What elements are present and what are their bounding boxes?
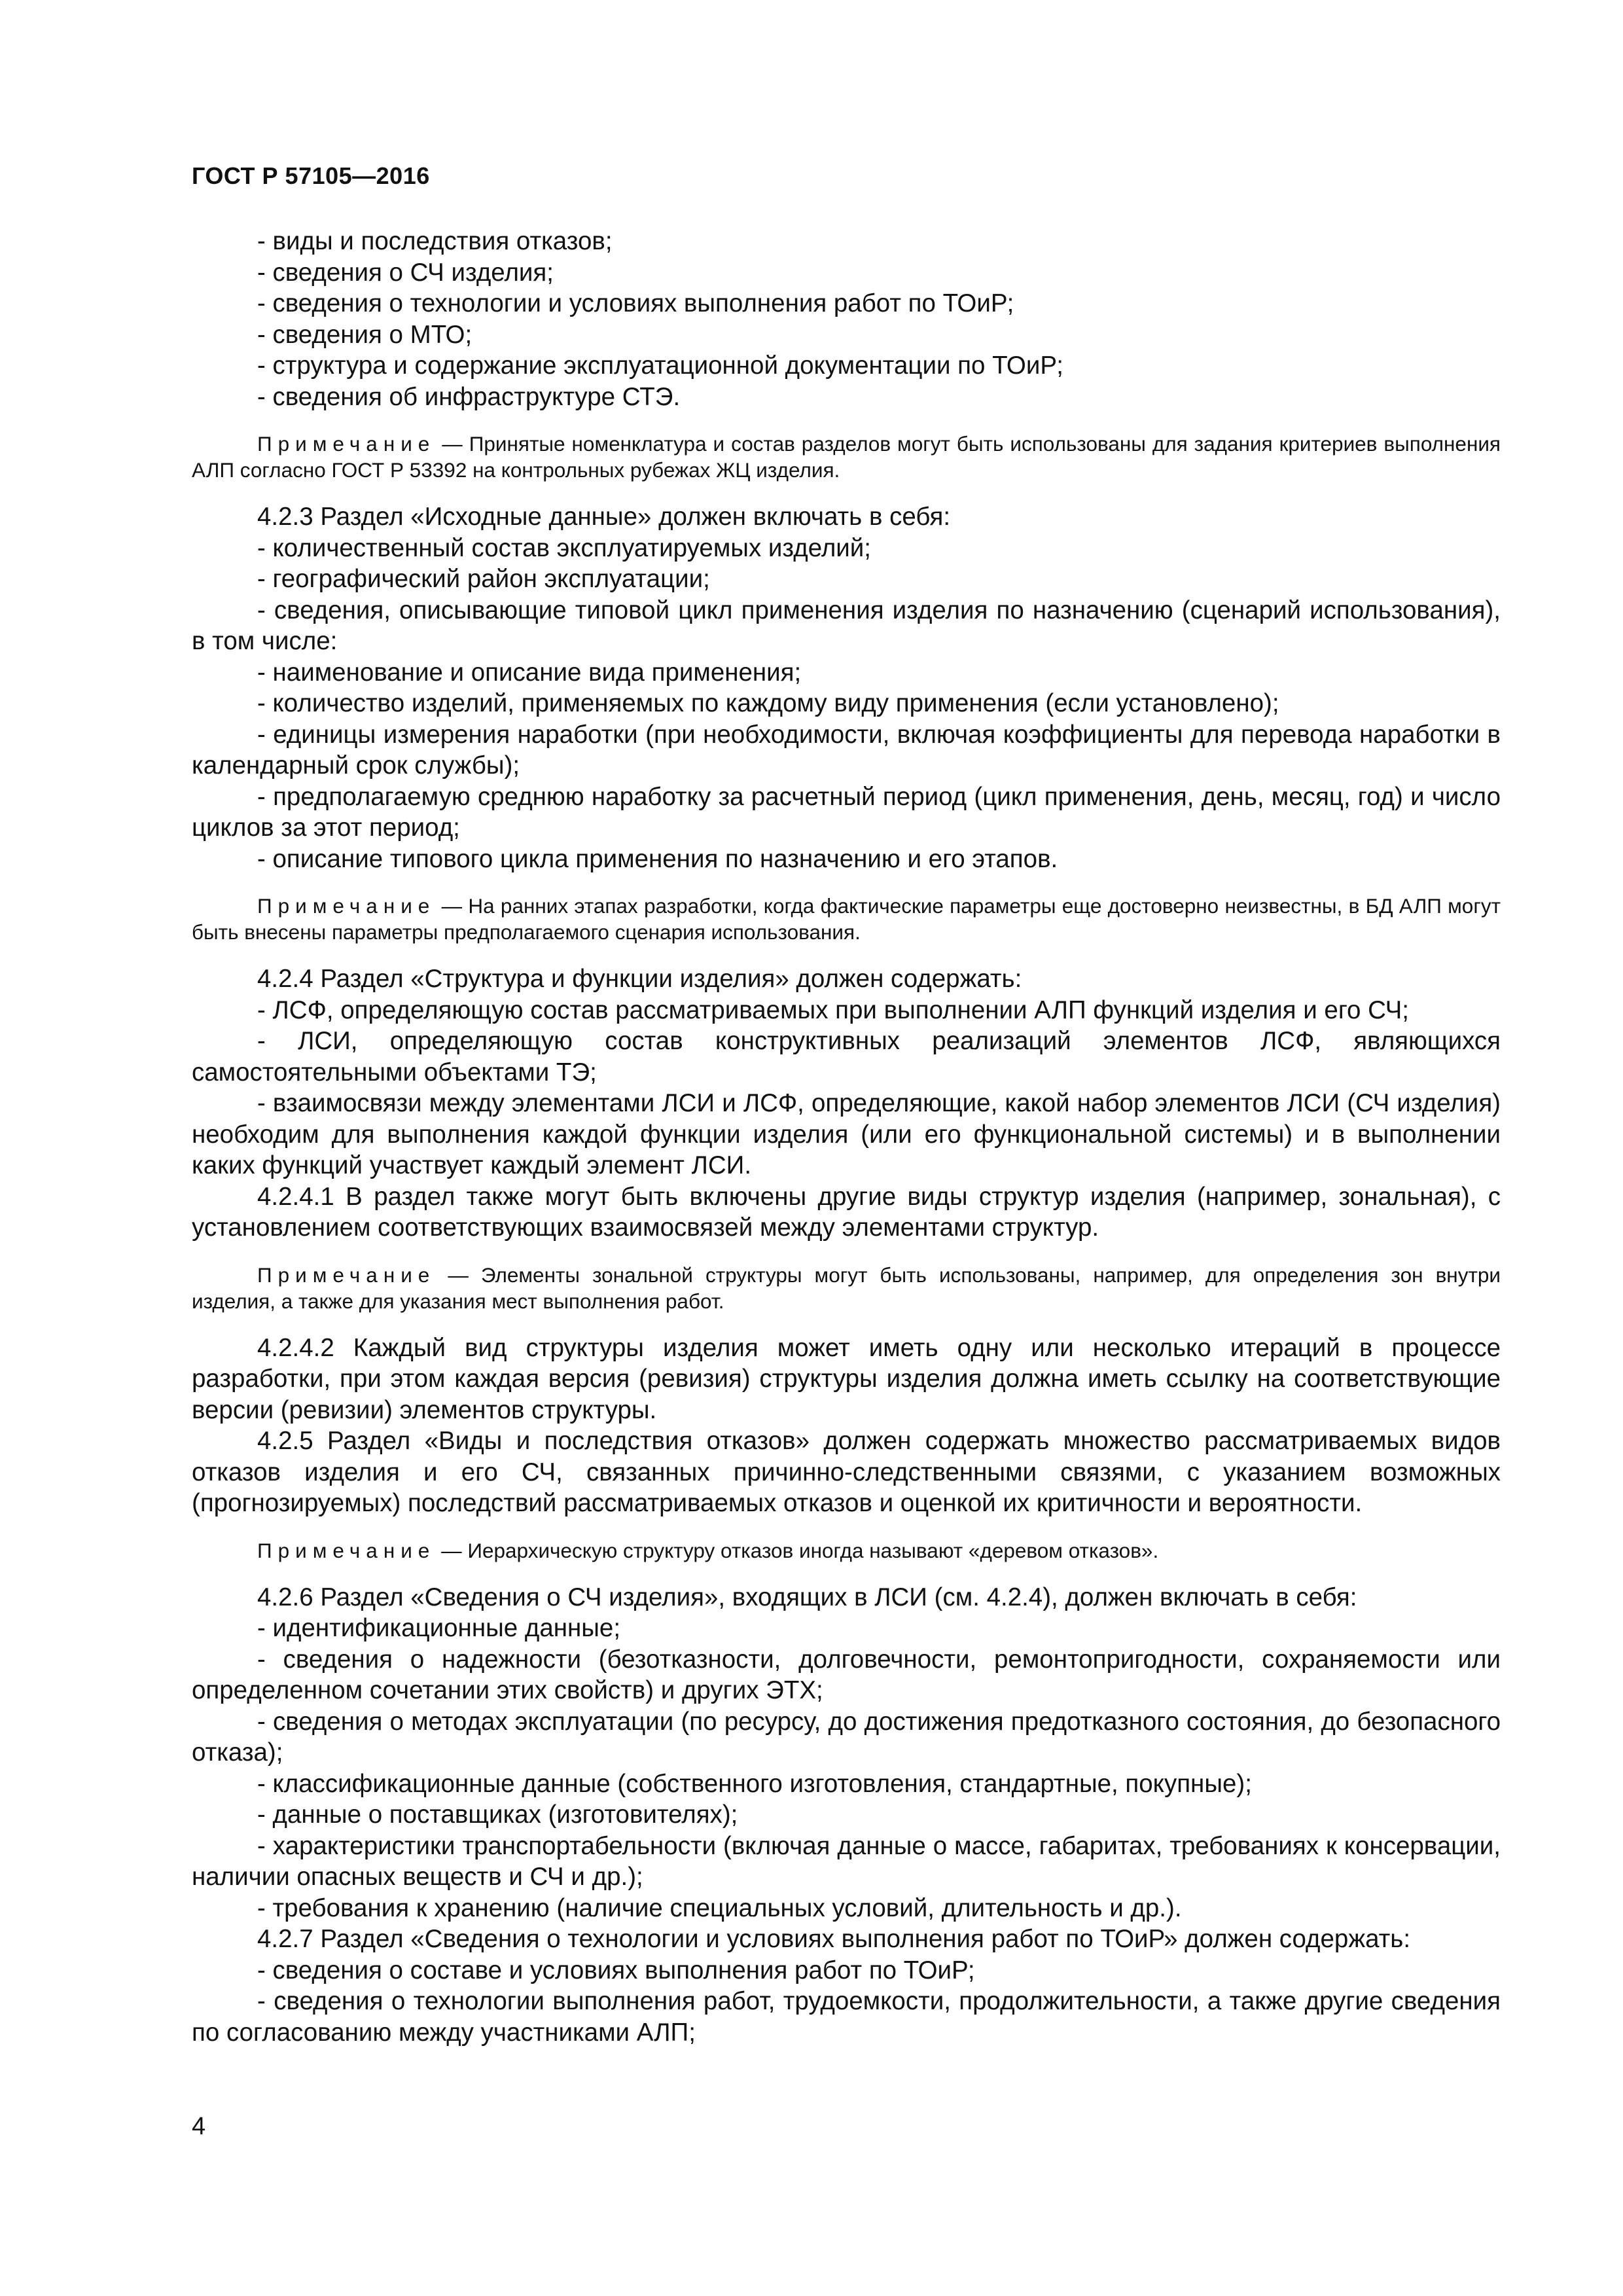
note-paragraph — [192, 1262, 1501, 1314]
document-body — [192, 226, 1501, 2048]
note-text: — На ранних этапах разработки, когда фактические параметры еще достоверно неизвестны, в БД АЛП могут быть внесены параметры предполагаемого сценария использования. — [192, 894, 1501, 944]
body-paragraph: - сведения о технологии выполнения работ, трудоемкости, продолжительности, а также другие сведения по согласованию между участниками АЛП; — [192, 1987, 1501, 2047]
body-paragraph: - сведения о составе и условиях выполнения работ по ТОиР; — [257, 1956, 975, 1984]
body-paragraph: 4.2.7 Раздел «Сведения о технологии и условиях выполнения работ по ТОиР» должен содержать: — [257, 1925, 1411, 1953]
body-paragraph: - количество изделий, применяемых по каждому виду применения (если установлено); — [257, 689, 1279, 717]
body-paragraph: - единицы измерения наработки (при необходимости, включая коэффициенты для перевода наработки в календарный срок службы); — [192, 720, 1501, 780]
body-paragraph: - наименование и описание вида применения; — [257, 658, 802, 687]
note-label: Примечание — [257, 432, 436, 456]
body-paragraph: - требования к хранению (наличие специальных условий, длительность и др.). — [257, 1893, 1182, 1922]
note-label: Примечание — [257, 1263, 436, 1287]
body-paragraph: 4.2.4.1 В раздел также могут быть включены другие виды структур изделия (например, зональная), с установлением соответствующих взаимосвязей между элементами структур. — [192, 1182, 1501, 1242]
body-paragraph: - взаимосвязи между элементами ЛСИ и ЛСФ, определяющие, какой набор элементов ЛСИ (СЧ изделия) необходим для выполнения каждой функции изделия (или его функциональной системы) и в выполнении каких функций участвует каждый элемент ЛСИ. — [192, 1089, 1501, 1179]
body-paragraph: - ЛСИ, определяющую состав конструктивных реализаций элементов ЛСФ, являющихся самостоятельными объектами ТЭ; — [192, 1027, 1501, 1086]
note-label: Примечание — [257, 894, 436, 918]
body-paragraph: 4.2.5 Раздел «Виды и последствия отказов» должен содержать множество рассматриваемых видов отказов изделия и его СЧ, связанных причинно-следственными связями, с указанием возможных (прогнозируемых) последствий рассматриваемых отказов и оценкой их критичности и вероятности. — [192, 1427, 1501, 1517]
note-text: — Принятые номенклатура и состав разделов могут быть использованы для задания критериев выполнения АЛП согласно ГОСТ Р 53392 на контрольных рубежах ЖЦ изделия. — [192, 432, 1501, 482]
body-paragraph: - сведения о МТО; — [257, 320, 473, 349]
body-paragraph: 4.2.3 Раздел «Исходные данные» должен включать в себя: — [257, 503, 951, 531]
note-paragraph — [192, 431, 1501, 483]
note-paragraph — [192, 893, 1501, 945]
body-paragraph: - характеристики транспортабельности (включая данные о массе, габаритах, требованиях к консервации, наличии опасных веществ и СЧ и др.); — [192, 1831, 1501, 1891]
body-paragraph: - сведения о методах эксплуатации (по ресурсу, до достижения предотказного состояния, до безопасного отказа); — [192, 1707, 1501, 1767]
body-paragraph: - сведения, описывающие типовой цикл применения изделия по назначению (сценарий использования), в том числе: — [192, 596, 1501, 655]
body-paragraph: - классификационные данные (собственного изготовления, стандартные, покупные); — [257, 1769, 1252, 1798]
body-paragraph: - идентификационные данные; — [257, 1614, 621, 1642]
document-header: ГОСТ Р 57105—2016 — [192, 162, 430, 189]
body-paragraph: - сведения о СЧ изделия; — [257, 258, 554, 287]
body-paragraph: - описание типового цикла применения по назначению и его этапов. — [257, 844, 1058, 873]
body-paragraph: - предполагаемую среднюю наработку за расчетный период (цикл применения, день, месяц, год) и число циклов за этот период; — [192, 782, 1501, 842]
body-paragraph: - ЛСФ, определяющую состав рассматриваемых при выполнении АЛП функций изделия и его СЧ; — [257, 996, 1410, 1024]
page-number: 4 — [192, 2113, 206, 2140]
note-text: — Элементы зональной структуры могут быть использованы, например, для определения зон внутри изделия, а также для указания мест выполнения работ. — [192, 1263, 1501, 1313]
body-paragraph: - количественный состав эксплуатируемых изделий; — [257, 533, 872, 562]
body-paragraph: 4.2.4 Раздел «Структура и функции изделия» должен содержать: — [257, 965, 1022, 993]
note-label: Примечание — [257, 1538, 436, 1562]
body-paragraph: 4.2.6 Раздел «Сведения о СЧ изделия», входящих в ЛСИ (см. 4.2.4), должен включать в себя: — [257, 1583, 1357, 1611]
body-paragraph: - сведения о технологии и условиях выполнения работ по ТОиР; — [257, 289, 1014, 317]
body-paragraph: - географический район эксплуатации; — [257, 565, 710, 593]
body-paragraph: 4.2.4.2 Каждый вид структуры изделия может иметь одну или несколько итераций в процессе разработки, при этом каждая версия (ревизия) структуры изделия должна иметь ссылку на соответствующие версии (ревизии) элементов структуры. — [192, 1333, 1501, 1424]
body-paragraph: - сведения о надежности (безотказности, долговечности, ремонтопригодности, сохраняемости или определенном сочетании этих свойств) и других ЭТХ; — [192, 1645, 1501, 1704]
body-paragraph: - данные о поставщиках (изготовителях); — [257, 1801, 738, 1829]
body-paragraph: - сведения об инфраструктуре СТЭ. — [257, 382, 681, 411]
body-paragraph: - структура и содержание эксплуатационной документации по ТОиР; — [257, 351, 1063, 380]
note-text: — Иерархическую структуру отказов иногда называют «деревом отказов». — [435, 1538, 1159, 1562]
note-paragraph — [192, 1537, 1501, 1564]
body-paragraph: - виды и последствия отказов; — [257, 227, 613, 255]
